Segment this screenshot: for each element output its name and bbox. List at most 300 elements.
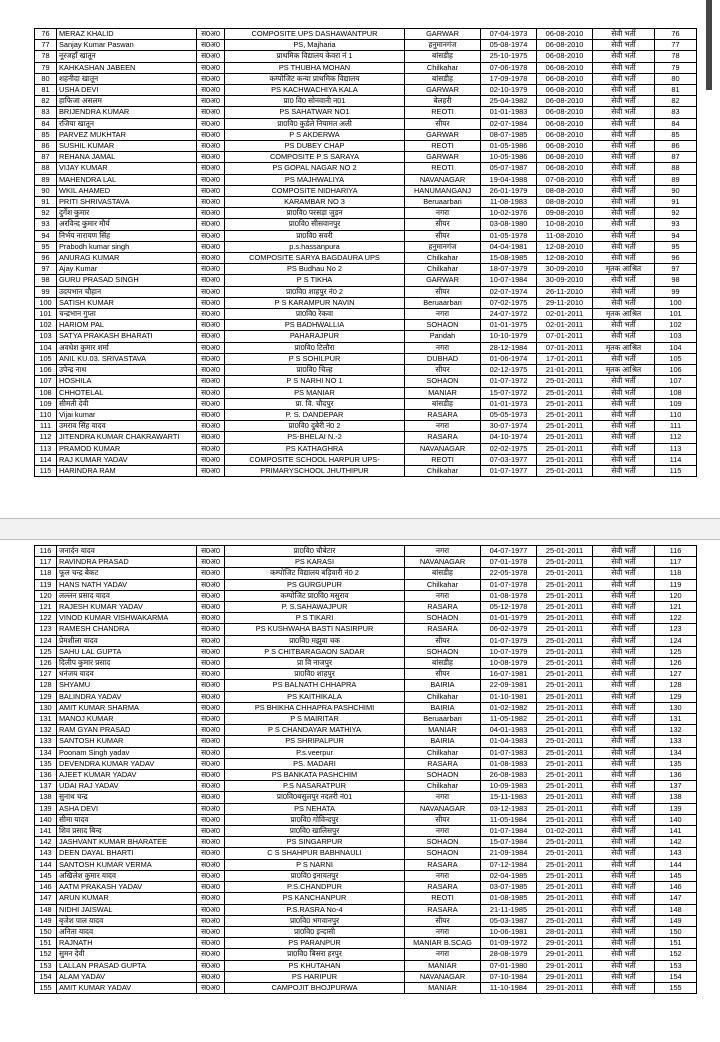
post-cell: स0अ0 (197, 635, 225, 646)
block-cell: GARWAR (405, 85, 481, 96)
dob-cell: 02-07-1984 (481, 118, 537, 129)
post-cell: स0अ0 (197, 590, 225, 601)
block-cell: RASARA (405, 409, 481, 420)
joining-date-cell: 29-01-2011 (537, 971, 593, 982)
joining-date-cell: 25-01-2011 (537, 770, 593, 781)
block-cell: बांसडीह (405, 568, 481, 579)
dob-cell: 10-02-1976 (481, 208, 537, 219)
block-cell: Pandah (405, 331, 481, 342)
serial-repeat-cell: 146 (655, 882, 697, 893)
serial-repeat-cell: 93 (655, 219, 697, 230)
block-cell: बांसडीह (405, 51, 481, 62)
table-row (35, 331, 697, 342)
table-row (35, 342, 697, 353)
joining-date-cell: 25-01-2011 (537, 613, 593, 624)
name-cell: MERAZ KHALID (57, 29, 197, 40)
name-cell: दुर्गेश कुमार (57, 208, 197, 219)
dob-cell: 01-07-1977 (481, 465, 537, 476)
block-cell: Chilkahar (405, 579, 481, 590)
serial-cell: 99 (35, 286, 57, 297)
school-cell: CAMPOJIT BHOJPURWA (225, 982, 405, 993)
table-row (35, 971, 697, 982)
joining-date-cell: 06-08-2010 (537, 163, 593, 174)
dob-cell: 07-04-1973 (481, 29, 537, 40)
post-cell: स0अ0 (197, 96, 225, 107)
school-cell: PS MAJHWALIYA (225, 174, 405, 185)
school-cell: P S CHANDAYAR MATHIYA (225, 725, 405, 736)
table-row (35, 241, 697, 252)
block-cell: सीयर (405, 915, 481, 926)
block-cell: REOTI (405, 454, 481, 465)
serial-repeat-cell: 126 (655, 658, 697, 669)
post-cell: स0अ0 (197, 814, 225, 825)
dob-cell: 07-03-1977 (481, 454, 537, 465)
serial-repeat-cell: 134 (655, 747, 697, 758)
joining-date-cell: 25-01-2011 (537, 736, 593, 747)
block-cell: Chilkahar (405, 264, 481, 275)
recruitment-type-cell: सेवी भर्ती (593, 73, 655, 84)
joining-date-cell: 30-09-2010 (537, 264, 593, 275)
post-cell: स0अ0 (197, 702, 225, 713)
post-cell: स0अ0 (197, 557, 225, 568)
name-cell: उदयभान चौहान (57, 286, 197, 297)
serial-repeat-cell: 154 (655, 971, 697, 982)
serial-cell: 155 (35, 982, 57, 993)
dob-cell: 01-08-1985 (481, 893, 537, 904)
joining-date-cell: 25-01-2011 (537, 465, 593, 476)
table-row (35, 129, 697, 140)
joining-date-cell: 25-01-2011 (537, 882, 593, 893)
school-cell: PS THUBHA MOHAN (225, 62, 405, 73)
serial-cell: 89 (35, 174, 57, 185)
table-row (35, 613, 697, 624)
name-cell: हाफिजा असलम (57, 96, 197, 107)
serial-repeat-cell: 88 (655, 163, 697, 174)
table-row (35, 398, 697, 409)
block-cell: BAIRIA (405, 680, 481, 691)
name-cell: RAJ KUMAR YADAV (57, 454, 197, 465)
name-cell: रजिया खातून (57, 118, 197, 129)
school-cell: P S AKDERWA (225, 129, 405, 140)
table-row (35, 387, 697, 398)
serial-cell: 92 (35, 208, 57, 219)
school-cell: PS SINGARPUR (225, 837, 405, 848)
school-cell: P. S.SAHAWAJPUR (225, 602, 405, 613)
recruitment-type-cell: सेवी भर्ती (593, 826, 655, 837)
serial-cell: 117 (35, 557, 57, 568)
recruitment-type-cell: सेवी भर्ती (593, 926, 655, 937)
block-cell: BAIRIA (405, 702, 481, 713)
block-cell: RASARA (405, 602, 481, 613)
school-cell: PS GOPAL NAGAR NO 2 (225, 163, 405, 174)
table-row (35, 915, 697, 926)
recruitment-type-cell: सेवी भर्ती (593, 982, 655, 993)
serial-repeat-cell: 145 (655, 870, 697, 881)
joining-date-cell: 08-08-2010 (537, 185, 593, 196)
table-row (35, 546, 697, 557)
block-cell: Chilkahar (405, 465, 481, 476)
joining-date-cell: 07-01-2011 (537, 331, 593, 342)
serial-cell: 110 (35, 409, 57, 420)
dob-cell: 11-10-1984 (481, 982, 537, 993)
serial-cell: 154 (35, 971, 57, 982)
table-row (35, 826, 697, 837)
recruitment-type-cell: सेवी भर्ती (593, 454, 655, 465)
recruitment-type-cell: सेवी भर्ती (593, 613, 655, 624)
post-cell: स0अ0 (197, 982, 225, 993)
dob-cell: 05-08-1974 (481, 40, 537, 51)
school-cell: P S NARHI NO 1 (225, 376, 405, 387)
serial-cell: 152 (35, 949, 57, 960)
name-cell: चन्द्रभान गुप्ता (57, 309, 197, 320)
name-cell: बृजेश पाल यादव (57, 915, 197, 926)
joining-date-cell: 25-01-2011 (537, 848, 593, 859)
school-cell: PS DUBEY CHAP (225, 141, 405, 152)
recruitment-type-cell: सेवी भर्ती (593, 208, 655, 219)
joining-date-cell: 25-01-2011 (537, 915, 593, 926)
recruitment-type-cell: सेवी भर्ती (593, 465, 655, 476)
table-row (35, 590, 697, 601)
name-cell: RAMESH CHANDRA (57, 624, 197, 635)
serial-repeat-cell: 120 (655, 590, 697, 601)
dob-cell: 07-01-1978 (481, 557, 537, 568)
school-cell: प्रा0वि0 इनायतपुर (225, 870, 405, 881)
table-row (35, 376, 697, 387)
serial-repeat-cell: 133 (655, 736, 697, 747)
joining-date-cell: 25-01-2011 (537, 624, 593, 635)
recruitment-type-cell: सेवी भर्ती (593, 579, 655, 590)
dob-cell: 02-02-1975 (481, 443, 537, 454)
joining-date-cell: 25-01-2011 (537, 376, 593, 387)
block-cell: नगरा (405, 208, 481, 219)
serial-repeat-cell: 109 (655, 398, 697, 409)
post-cell: स0अ0 (197, 938, 225, 949)
dob-cell: 03-08-1980 (481, 219, 537, 230)
serial-repeat-cell: 128 (655, 680, 697, 691)
recruitment-type-cell: सेवी भर्ती (593, 557, 655, 568)
dob-cell: 16-07-1981 (481, 669, 537, 680)
serial-repeat-cell: 151 (655, 938, 697, 949)
recruitment-type-cell: सेवी भर्ती (593, 602, 655, 613)
school-cell: P S CHITBARAGAON SADAR (225, 646, 405, 657)
recruitment-type-cell: सेवी भर्ती (593, 62, 655, 73)
recruitment-type-cell: मृतक आश्रित (593, 264, 655, 275)
school-cell: COMPOSITE P S SARAYA (225, 152, 405, 163)
joining-date-cell: 11-08-2010 (537, 230, 593, 241)
school-cell: प्रा0वि0 सवरी (225, 230, 405, 241)
serial-repeat-cell: 115 (655, 465, 697, 476)
post-cell: स0अ0 (197, 443, 225, 454)
table-row (35, 454, 697, 465)
school-cell: प्रा0वि0 मझुवा चक (225, 635, 405, 646)
serial-repeat-cell: 111 (655, 421, 697, 432)
block-cell: Chilkahar (405, 253, 481, 264)
recruitment-type-cell: सेवी भर्ती (593, 803, 655, 814)
block-cell: नगरा (405, 590, 481, 601)
serial-cell: 102 (35, 320, 57, 331)
recruitment-type-cell: सेवी भर्ती (593, 129, 655, 140)
name-cell: SAHU LAL GUPTA (57, 646, 197, 657)
dob-cell: 07-10-1984 (481, 971, 537, 982)
serial-repeat-cell: 102 (655, 320, 697, 331)
post-cell: स0अ0 (197, 185, 225, 196)
serial-cell: 129 (35, 691, 57, 702)
recruitment-type-cell: सेवी भर्ती (593, 241, 655, 252)
table-row (35, 859, 697, 870)
post-cell: स0अ0 (197, 118, 225, 129)
name-cell: SUSHIL KUMAR (57, 141, 197, 152)
post-cell: स0अ0 (197, 454, 225, 465)
post-cell: स0अ0 (197, 275, 225, 286)
dob-cell: 02-07-1974 (481, 286, 537, 297)
joining-date-cell: 25-01-2011 (537, 546, 593, 557)
serial-cell: 151 (35, 938, 57, 949)
dob-cell: 01-07-1984 (481, 826, 537, 837)
recruitment-type-cell: सेवी भर्ती (593, 152, 655, 163)
dob-cell: 01-01-1973 (481, 398, 537, 409)
serial-cell: 143 (35, 848, 57, 859)
name-cell: Sanjay Kumar Paswan (57, 40, 197, 51)
table-row (35, 770, 697, 781)
serial-repeat-cell: 82 (655, 96, 697, 107)
dob-cell: 01-07-1979 (481, 635, 537, 646)
recruitment-type-cell: सेवी भर्ती (593, 971, 655, 982)
school-cell: प्रा0वि0 टिलौरा (225, 342, 405, 353)
dob-cell: 17-09-1978 (481, 73, 537, 84)
serial-cell: 111 (35, 421, 57, 432)
recruitment-type-cell: सेवी भर्ती (593, 107, 655, 118)
joining-date-cell: 08-08-2010 (537, 197, 593, 208)
table-row (35, 669, 697, 680)
scroll-edge (706, 0, 712, 90)
name-cell: ALAM YADAV (57, 971, 197, 982)
recruitment-type-cell: सेवी भर्ती (593, 938, 655, 949)
serial-cell: 130 (35, 702, 57, 713)
school-cell: PS KUSHWAHA BASTI NASIRPUR (225, 624, 405, 635)
serial-repeat-cell: 91 (655, 197, 697, 208)
name-cell: ANIL KU.03. SRIVASTAVA (57, 353, 197, 364)
block-cell: MANIAR (405, 387, 481, 398)
joining-date-cell: 25-01-2011 (537, 646, 593, 657)
block-cell: RASARA (405, 904, 481, 915)
post-cell: स0अ0 (197, 141, 225, 152)
joining-date-cell: 25-01-2011 (537, 803, 593, 814)
table-row (35, 96, 697, 107)
serial-cell: 88 (35, 163, 57, 174)
post-cell: स0अ0 (197, 725, 225, 736)
recruitment-type-cell: सेवी भर्ती (593, 409, 655, 420)
dob-cell: 26-08-1983 (481, 770, 537, 781)
serial-repeat-cell: 101 (655, 309, 697, 320)
post-cell: स0अ0 (197, 253, 225, 264)
joining-date-cell: 29-01-2011 (537, 982, 593, 993)
block-cell: हनुमानगंज (405, 40, 481, 51)
joining-date-cell: 06-08-2010 (537, 107, 593, 118)
post-cell: स0अ0 (197, 781, 225, 792)
dob-cell: 01-05-1978 (481, 230, 537, 241)
post-cell: स0अ0 (197, 264, 225, 275)
block-cell: सीयर (405, 230, 481, 241)
joining-date-cell: 06-08-2010 (537, 29, 593, 40)
dob-cell: 01-01-1979 (481, 613, 537, 624)
serial-cell: 80 (35, 73, 57, 84)
table-row (35, 185, 697, 196)
school-cell: COMPOSITE NIDHARIYA (225, 185, 405, 196)
table-row (35, 904, 697, 915)
name-cell: RAVINDRA PRASAD (57, 557, 197, 568)
dob-cell: 01-08-1978 (481, 590, 537, 601)
serial-repeat-cell: 144 (655, 859, 697, 870)
serial-repeat-cell: 129 (655, 691, 697, 702)
post-cell: स0अ0 (197, 926, 225, 937)
block-cell: Chilkahar (405, 62, 481, 73)
name-cell: DEVENDRA KUMAR YADAV (57, 758, 197, 769)
school-cell: PS. MADARI (225, 758, 405, 769)
joining-date-cell: 25-01-2011 (537, 387, 593, 398)
table-row (35, 421, 697, 432)
table-row (35, 208, 697, 219)
serial-cell: 124 (35, 635, 57, 646)
post-cell: स0अ0 (197, 893, 225, 904)
serial-repeat-cell: 76 (655, 29, 697, 40)
serial-cell: 136 (35, 770, 57, 781)
recruitment-type-cell: सेवी भर्ती (593, 904, 655, 915)
serial-repeat-cell: 104 (655, 342, 697, 353)
table-row (35, 837, 697, 848)
post-cell: स0अ0 (197, 40, 225, 51)
table-row (35, 163, 697, 174)
dob-cell: 28-12-1984 (481, 342, 537, 353)
serial-repeat-cell: 139 (655, 803, 697, 814)
post-cell: स0अ0 (197, 387, 225, 398)
serial-repeat-cell: 138 (655, 792, 697, 803)
serial-repeat-cell: 95 (655, 241, 697, 252)
table-row (35, 118, 697, 129)
block-cell: REOTI (405, 141, 481, 152)
joining-date-cell: 29-01-2011 (537, 938, 593, 949)
recruitment-type-cell: सेवी भर्ती (593, 781, 655, 792)
school-cell: PS PARANPUR (225, 938, 405, 949)
serial-cell: 119 (35, 579, 57, 590)
school-cell: प्रा0वि0 दुबेरी नं0 2 (225, 421, 405, 432)
post-cell: स0अ0 (197, 736, 225, 747)
serial-cell: 145 (35, 870, 57, 881)
dob-cell: 01-09-1972 (481, 938, 537, 949)
post-cell: स0अ0 (197, 421, 225, 432)
serial-repeat-cell: 153 (655, 960, 697, 971)
dob-cell: 01-05-1986 (481, 141, 537, 152)
table-row (35, 85, 697, 96)
dob-cell: 01-01-1983 (481, 107, 537, 118)
joining-date-cell: 02-01-2011 (537, 320, 593, 331)
table-row (35, 579, 697, 590)
table-row (35, 960, 697, 971)
serial-repeat-cell: 141 (655, 826, 697, 837)
serial-repeat-cell: 118 (655, 568, 697, 579)
block-cell: नगरा (405, 870, 481, 881)
joining-date-cell: 06-08-2010 (537, 73, 593, 84)
joining-date-cell: 25-01-2011 (537, 421, 593, 432)
joining-date-cell: 06-08-2010 (537, 40, 593, 51)
post-cell: स0अ0 (197, 297, 225, 308)
dob-cell: 01-07-1978 (481, 579, 537, 590)
post-cell: स0अ0 (197, 859, 225, 870)
school-cell: PS, Majharia (225, 40, 405, 51)
serial-repeat-cell: 77 (655, 40, 697, 51)
post-cell: स0अ0 (197, 960, 225, 971)
name-cell: MANOJ KUMAR (57, 714, 197, 725)
school-cell: प्रा0वि0 भगवानपुर (225, 915, 405, 926)
recruitment-type-cell: सेवी भर्ती (593, 848, 655, 859)
school-cell: PS BALNATH CHHAPRA (225, 680, 405, 691)
block-cell: SOHAON (405, 613, 481, 624)
name-cell: सुनाथ चन्द्र (57, 792, 197, 803)
serial-repeat-cell: 121 (655, 602, 697, 613)
serial-cell: 126 (35, 658, 57, 669)
serial-cell: 148 (35, 904, 57, 915)
school-cell: कम्पोजिट विद्यालय बड़िवारी नं0 2 (225, 568, 405, 579)
block-cell: नगरा (405, 792, 481, 803)
name-cell: सीमा यादव (57, 814, 197, 825)
school-cell: प्रा0वि0 सीसवानपुर (225, 219, 405, 230)
dob-cell: 21-09-1984 (481, 848, 537, 859)
block-cell: बांसडीह (405, 73, 481, 84)
name-cell: VIJAY KUMAR (57, 163, 197, 174)
joining-date-cell: 06-08-2010 (537, 96, 593, 107)
school-cell: P S TIKHA (225, 275, 405, 286)
school-cell: COMPOSITE SCHOOL HARPUR UPS- (225, 454, 405, 465)
name-cell: PRAMOD KUMAR (57, 443, 197, 454)
school-cell: कम्पोजिट प्रा0वि0 मसुराव (225, 590, 405, 601)
recruitment-type-cell: सेवी भर्ती (593, 29, 655, 40)
block-cell: REOTI (405, 107, 481, 118)
post-cell: स0अ0 (197, 669, 225, 680)
block-cell: GARWAR (405, 29, 481, 40)
dob-cell: 10-06-1981 (481, 926, 537, 937)
serial-repeat-cell: 127 (655, 669, 697, 680)
school-cell: प्रा0वि0 कुर्डले नियामत अली (225, 118, 405, 129)
table-row (35, 725, 697, 736)
dob-cell: 25-04-1982 (481, 96, 537, 107)
post-cell: स0अ0 (197, 376, 225, 387)
joining-date-cell: 25-01-2011 (537, 870, 593, 881)
block-cell: बांसडीह (405, 658, 481, 669)
joining-date-cell: 25-01-2011 (537, 568, 593, 579)
dob-cell: 01-01-1975 (481, 320, 537, 331)
serial-cell: 137 (35, 781, 57, 792)
post-cell: स0अ0 (197, 152, 225, 163)
table-row (35, 230, 697, 241)
joining-date-cell: 25-01-2011 (537, 893, 593, 904)
recruitment-type-cell: सेवी भर्ती (593, 680, 655, 691)
joining-date-cell: 12-08-2010 (537, 253, 593, 264)
joining-date-cell: 06-08-2010 (537, 118, 593, 129)
school-cell: P. S. DANDEPAR (225, 409, 405, 420)
dob-cell: 18-07-1979 (481, 264, 537, 275)
table-row (35, 882, 697, 893)
name-cell: ASHA DEVI (57, 803, 197, 814)
recruitment-type-cell: सेवी भर्ती (593, 387, 655, 398)
serial-cell: 113 (35, 443, 57, 454)
block-cell: REOTI (405, 163, 481, 174)
serial-repeat-cell: 83 (655, 107, 697, 118)
dob-cell: 01-06-1974 (481, 353, 537, 364)
dob-cell: 07-06-1978 (481, 62, 537, 73)
serial-repeat-cell: 89 (655, 174, 697, 185)
block-cell: नगरा (405, 342, 481, 353)
serial-cell: 140 (35, 814, 57, 825)
dob-cell: 07-02-1975 (481, 297, 537, 308)
